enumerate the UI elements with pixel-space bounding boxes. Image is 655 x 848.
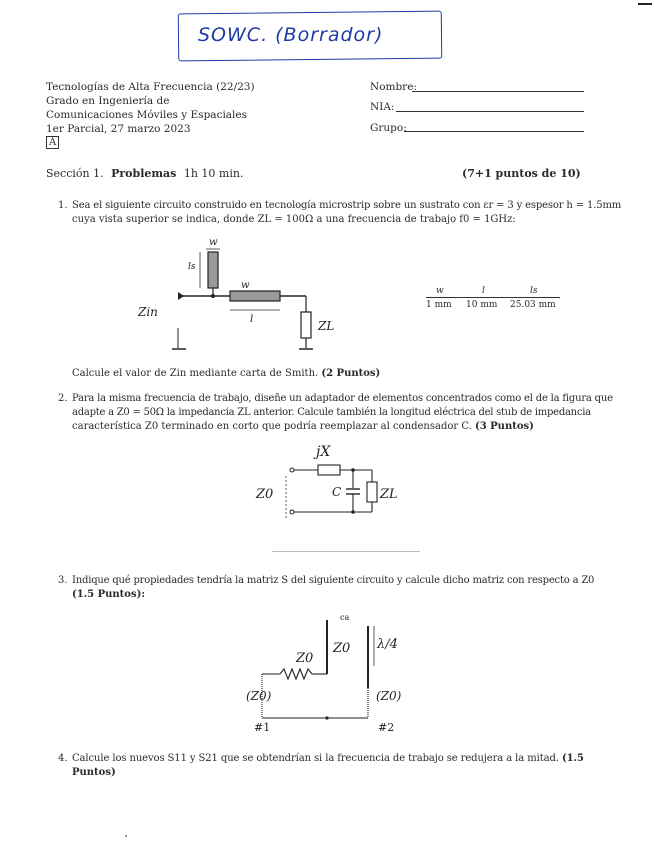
p3-label-port-right: (Z0) xyxy=(376,689,402,703)
p1-label-zin: Zin xyxy=(138,305,158,319)
p2-label-z0: Z0 xyxy=(256,487,274,502)
p1-table-value-w: 1 mm xyxy=(426,300,452,310)
p3-label-port-left: (Z0) xyxy=(246,689,272,703)
p3-label-ca: ca xyxy=(340,613,350,622)
course-line-1: Tecnologías de Alta Frecuencia (22/23) xyxy=(46,81,255,93)
course-line-3: Comunicaciones Móviles y Espaciales xyxy=(46,109,248,121)
p1-table-value-ls: 25.03 mm xyxy=(510,300,556,310)
problem1-number: 1. xyxy=(58,200,68,211)
group-label: Grupo: xyxy=(370,122,407,134)
problem2-number: 2. xyxy=(58,393,68,404)
p2-label-zl: ZL xyxy=(380,487,398,502)
name-field-line[interactable] xyxy=(412,91,584,92)
problem2-circuit xyxy=(250,440,410,526)
p3-label-z0-mid: Z0 xyxy=(333,641,351,656)
course-line-2: Grado en Ingeniería de xyxy=(46,95,170,107)
p1-label-w-top: w xyxy=(209,237,218,248)
draft-stamp-text: SOWC. (Borrador) xyxy=(198,24,384,46)
problem2-text-line3 xyxy=(72,420,534,434)
p1-table-header-l: l xyxy=(482,286,485,296)
problem4-text-line1 xyxy=(72,752,584,766)
group-field-line[interactable] xyxy=(404,131,584,132)
p3-ground-node xyxy=(325,716,328,719)
nia-label: NIA: xyxy=(370,101,395,113)
p1-table-header-ls: ls xyxy=(530,286,538,296)
p2-text-line3: característica Z0 terminado en corto que podría reemplazar al condensador C. xyxy=(72,421,472,432)
p1-question-text: Calcule el valor de Zin mediante carta de Smith. xyxy=(72,368,319,379)
p2-node-bottom xyxy=(351,510,355,514)
problem3-circuit xyxy=(240,606,420,736)
p2-label-c: C xyxy=(332,485,342,499)
p1-stub-open xyxy=(208,252,218,288)
p3-label-lambda: λ/4 xyxy=(377,637,398,652)
p2-label-jx: jX xyxy=(316,444,331,460)
exam-version-box xyxy=(46,136,59,149)
nia-field-line[interactable] xyxy=(396,111,584,112)
p3-label-p2: #2 xyxy=(378,721,395,734)
p2-series-reactance xyxy=(318,465,340,475)
p2-points: (3 Puntos) xyxy=(474,421,534,432)
p1-question-points: (2 Puntos) xyxy=(321,368,381,379)
problem3-points: (1.5 Puntos): xyxy=(72,589,146,600)
p2-port-top xyxy=(290,468,294,472)
p1-table-header-w: w xyxy=(436,286,444,296)
section-heading xyxy=(46,167,243,181)
course-header xyxy=(46,80,255,136)
section-number: Sección 1. xyxy=(46,167,104,180)
p1-label-l: l xyxy=(250,314,254,325)
p1-label-zl: ZL xyxy=(318,319,335,333)
exam-version: A xyxy=(49,137,57,148)
section-duration: 1h 10 min. xyxy=(183,167,244,180)
p2-load xyxy=(367,482,377,502)
p2-separator-line xyxy=(272,551,420,552)
p1-input-arrow xyxy=(178,292,184,300)
p1-table-value-l: 10 mm xyxy=(466,300,498,310)
p2-port-bottom xyxy=(290,510,294,514)
problem4-number: 4. xyxy=(58,753,68,764)
problem4-points-line2: Puntos) xyxy=(72,767,116,778)
p1-node xyxy=(211,294,215,298)
p1-label-ls: ls xyxy=(188,262,196,272)
problem1-text-line1: Sea el siguiente circuito construido en tecnología microstrip sobre un sustrato con εr = 3 y espesor h = 1.5mm xyxy=(72,200,622,211)
p3-resistor xyxy=(280,669,312,679)
problem1-question xyxy=(72,367,380,381)
p1-load xyxy=(301,312,311,338)
p3-label-z0-left: Z0 xyxy=(296,651,314,666)
problem3-text-line1: Indique qué propiedades tendría la matriz S del siguiente circuito y calcule dicho matriz con respecto a Z0 xyxy=(72,575,595,586)
problem2-text-line1: Para la misma frecuencia de trabajo, diseñe un adaptador de elementos concentrados como el de la figura que xyxy=(72,393,613,404)
p1-label-w-mid: w xyxy=(241,280,250,291)
name-label: Nombre: xyxy=(370,81,417,93)
course-line-4: 1er Parcial, 27 marzo 2023 xyxy=(46,123,191,135)
scan-speck xyxy=(125,835,127,837)
section-subtitle: Problemas xyxy=(111,167,177,180)
problem2-text-line2: adapte a Z0 = 50Ω la impedancia ZL anterior. Calcule también la longitud eléctrica del stub de impedancia xyxy=(72,407,591,418)
page-corner-mark xyxy=(638,3,652,5)
p3-label-p1: #1 xyxy=(254,721,271,734)
p4-points: (1.5 xyxy=(561,753,584,764)
p1-line-section xyxy=(230,291,280,301)
p4-text: Calcule los nuevos S11 y S21 que se obtendrían si la frecuencia de trabajo se redujera a la mitad. xyxy=(72,753,559,764)
problem1-text-line2: cuya vista superior se indica, donde ZL = 100Ω a una frecuencia de trabajo f0 = 1GHz: xyxy=(72,214,516,225)
problem3-number: 3. xyxy=(58,575,68,586)
section-points: (7+1 puntos de 10) xyxy=(462,167,581,180)
problem1-circuit xyxy=(130,232,360,360)
